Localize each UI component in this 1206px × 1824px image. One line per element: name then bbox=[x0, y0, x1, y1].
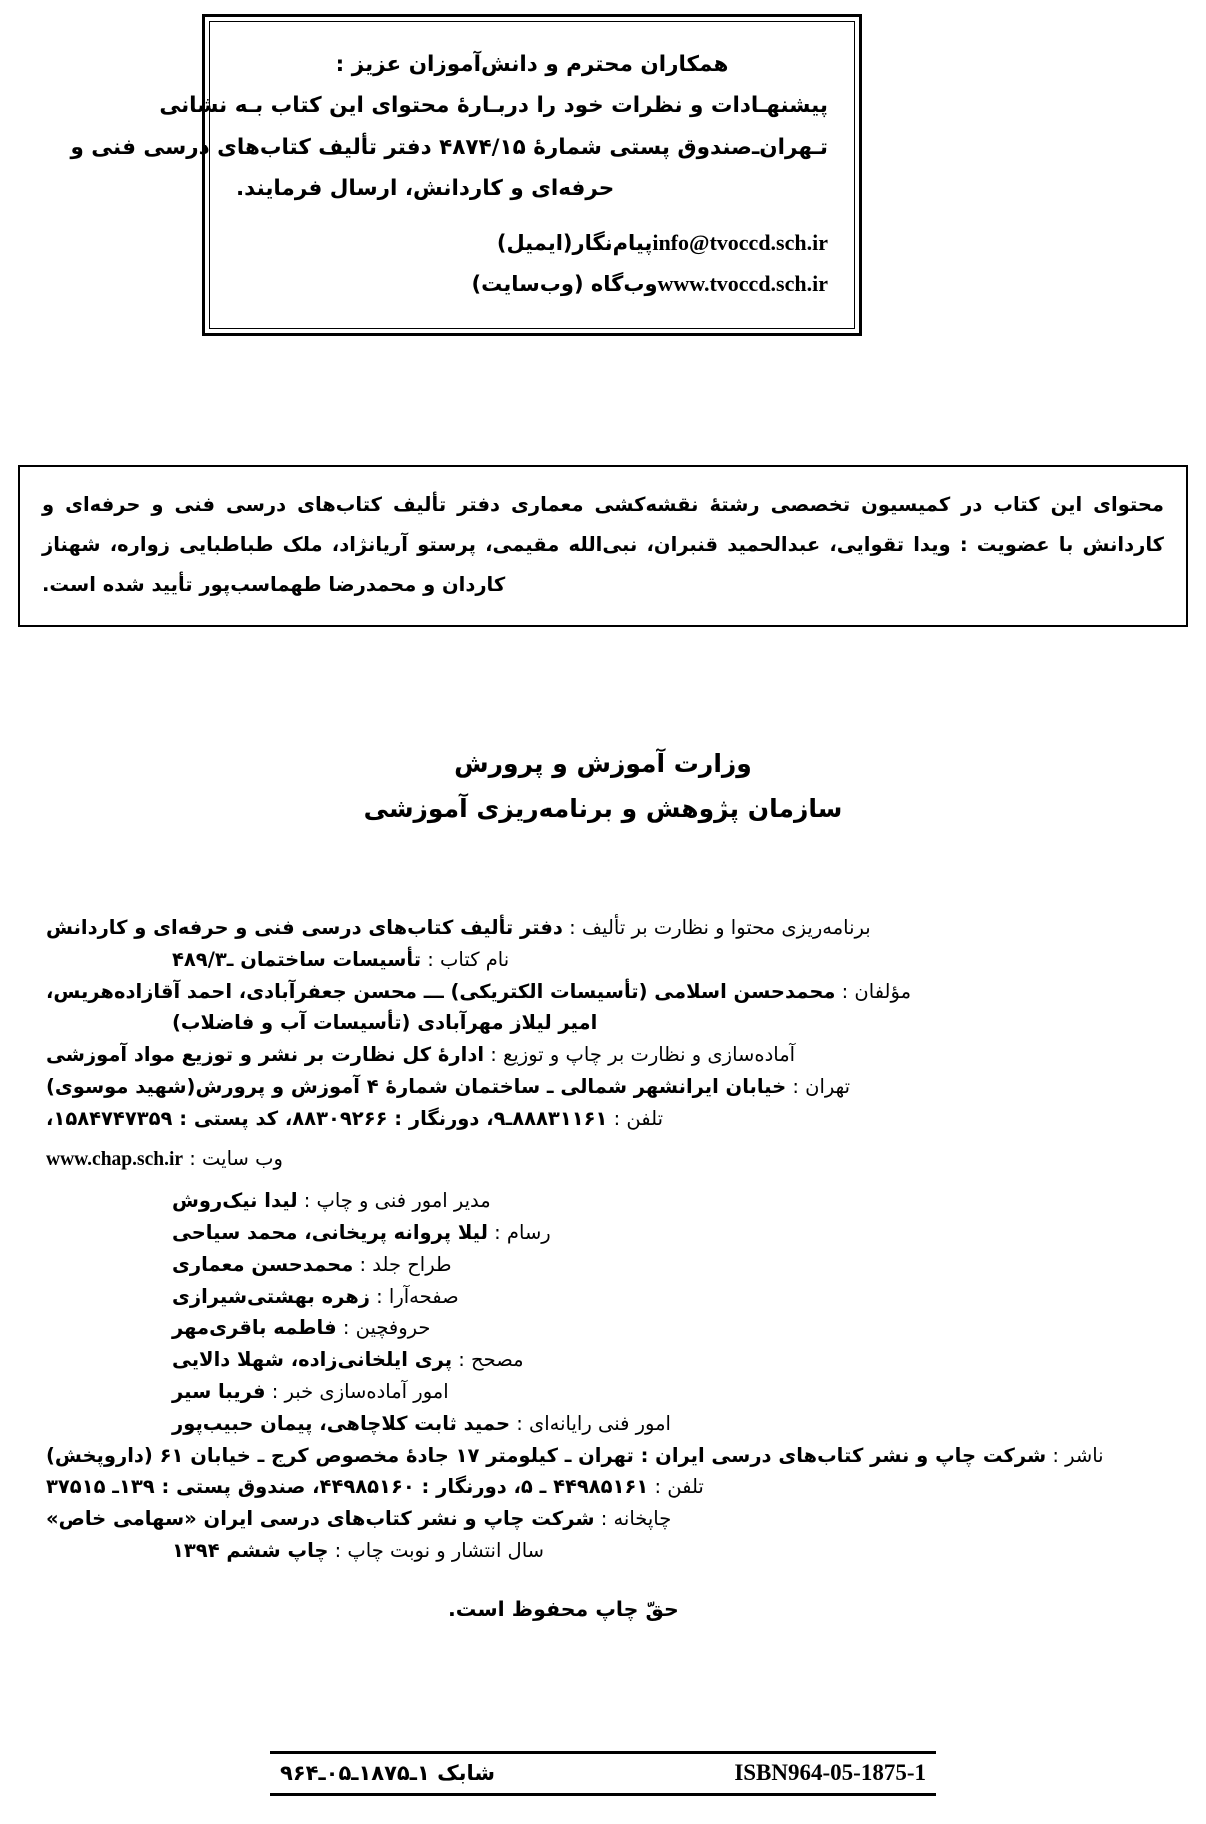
credit-value: دفتر تألیف کتاب‌های درسی فنی و حرفه‌ای و کاردانش bbox=[46, 916, 563, 939]
website-label: وب‌گاه (وب‌سایت) bbox=[471, 271, 658, 296]
email-label: پیام‌نگار(ایمیل) bbox=[496, 231, 653, 256]
credit-label: ناشر : bbox=[1046, 1443, 1104, 1467]
credit-row bbox=[18, 1408, 1188, 1440]
credit-label: رسام : bbox=[487, 1221, 551, 1245]
credit-value: محمدحسن اسلامی (تأسیسات الکتریکی) ـــ محسن جعفرآبادی، احمد آقازاده‌هریس، bbox=[46, 979, 836, 1003]
credit-value: حمید ثابت کلاچاهی، پیمان حبیب‌پور bbox=[172, 1411, 511, 1435]
credit-spacer bbox=[18, 1176, 1188, 1185]
credit-value: فریبا سیر bbox=[172, 1379, 266, 1403]
credit-row bbox=[18, 1344, 1188, 1376]
credit-label: تهران : bbox=[786, 1074, 851, 1098]
credit-row bbox=[18, 944, 1188, 976]
credit-value: چاپ ششم ۱۳۹۴ bbox=[172, 1538, 329, 1562]
credit-label: صفحه‌آرا : bbox=[369, 1284, 459, 1308]
credit-row bbox=[18, 1217, 1188, 1249]
isbn-persian-label: شابک bbox=[437, 1761, 496, 1785]
credit-row bbox=[18, 1281, 1188, 1313]
credit-row bbox=[18, 1103, 1188, 1135]
credit-row bbox=[18, 1039, 1188, 1071]
credit-value: ۸۸۸۳۱۱۶۱ـ۹، دورنگار : ۸۸۳۰۹۲۶۶، کد پستی : ۱۵۸۴۷۴۷۳۵۹، bbox=[46, 1106, 608, 1130]
credit-value: شرکت چاپ و نشر کتاب‌های درسی ایران : تهران ـ کیلومتر ۱۷ جادهٔ مخصوص کرج ـ خیابان ۶۱ (داروپخش) bbox=[46, 1443, 1047, 1467]
credit-spacer bbox=[18, 1134, 1188, 1143]
ministry-heading bbox=[0, 742, 1206, 831]
credit-row bbox=[18, 1007, 1188, 1039]
notice-line-1: همکاران محترم و دانش‌آموزان عزیز : bbox=[335, 52, 729, 77]
credit-value: ادارهٔ کل نظارت بر نشر و توزیع مواد آموزشی bbox=[46, 1043, 485, 1067]
credit-value: لیدا نیک‌روش bbox=[172, 1189, 298, 1213]
credit-value: پری ایلخانی‌زاده، شهلا دالایی bbox=[172, 1348, 453, 1372]
reader-feedback-notice-box bbox=[70, 14, 862, 336]
publication-credits bbox=[18, 912, 1188, 1621]
credit-row bbox=[18, 1071, 1188, 1103]
isbn-latin-number: 964-05-1875-1 bbox=[788, 1760, 926, 1785]
credit-value: فاطمه باقری‌مهر bbox=[172, 1316, 337, 1340]
organization-name: سازمان پژوهش و برنامه‌ریزی آموزشی bbox=[363, 793, 843, 823]
commission-approval-box bbox=[18, 465, 1188, 627]
contact-row-website bbox=[236, 264, 828, 305]
credit-row bbox=[18, 1312, 1188, 1344]
isbn-bar bbox=[270, 1751, 936, 1796]
credit-label: نام کتاب : bbox=[421, 947, 510, 971]
credit-row bbox=[18, 1143, 1188, 1176]
credit-label: مدیر امور فنی و چاپ : bbox=[297, 1189, 491, 1213]
credit-label: امور آماده‌سازی خبر : bbox=[265, 1379, 449, 1403]
credit-row bbox=[18, 1185, 1188, 1217]
credit-row bbox=[18, 912, 1188, 944]
credit-row bbox=[18, 1249, 1188, 1281]
credit-value: محمدحسن معماری bbox=[172, 1252, 354, 1276]
credit-label: طراح جلد : bbox=[353, 1252, 452, 1276]
notice-contact-list bbox=[236, 223, 828, 304]
notice-line-2: پیشنهـادات و نظرات خود را دربـارهٔ محتوای این کتاب بـه نشانی bbox=[159, 93, 828, 119]
email-value[interactable]: info@tvoccd.sch.ir bbox=[652, 230, 828, 256]
credit-value: زهره بهشتی‌شیرازی bbox=[172, 1284, 370, 1308]
credit-row bbox=[18, 1503, 1188, 1535]
credit-row bbox=[18, 1535, 1188, 1567]
credit-label: برنامه‌ریزی محتوا و نظارت بر تألیف : bbox=[562, 916, 871, 939]
credit-value: لیلا پروانه پریخانی، محمد سیاحی bbox=[172, 1221, 488, 1245]
credit-label: حروفچین : bbox=[336, 1316, 431, 1340]
credit-value: تأسیسات ساختمان ـ۴۸۹/۳ bbox=[172, 947, 422, 971]
website-value[interactable]: www.tvoccd.sch.ir bbox=[657, 270, 828, 296]
credit-row bbox=[18, 1471, 1188, 1503]
credit-value: شرکت چاپ و نشر کتاب‌های درسی ایران «سهامی خاص» bbox=[46, 1507, 595, 1531]
credit-value: خیابان ایرانشهر شمالی ـ ساختمان شمارهٔ ۴ آموزش و پرورش(شهید موسوی) bbox=[46, 1074, 787, 1098]
notice-line-4: حرفه‌ای و کاردانش، ارسال فرمایند. bbox=[236, 175, 615, 201]
credit-value: امیر لیلاز مهرآبادی (تأسیسات آب و فاضلاب) bbox=[172, 1011, 598, 1035]
credit-label: وب سایت : bbox=[183, 1147, 283, 1171]
credit-row bbox=[18, 1376, 1188, 1408]
credit-label: مصحح : bbox=[452, 1348, 524, 1372]
credit-label: سال انتشار و نوبت چاپ : bbox=[328, 1538, 545, 1562]
isbn-persian-number: ۱ـ۱۸۷۵ـ۰۵ـ۹۶۴ bbox=[280, 1761, 430, 1785]
credit-label: تلفن : bbox=[607, 1106, 663, 1130]
notice-inner-frame bbox=[70, 21, 855, 329]
isbn-persian bbox=[280, 1761, 495, 1785]
contact-row-email bbox=[236, 223, 828, 264]
isbn-latin bbox=[720, 1760, 926, 1786]
commission-approval-text: محتوای این کتاب در کمیسیون تخصصی رشتهٔ نقشه‌کشی معماری دفتر تألیف کتاب‌های درسی فنی و حرفه‌ای و کاردانش با عضویت : ویدا تقوایی، عبدالحمید قنبران، نبی‌الله مقیمی، پرستو آریانژاد، ملک طباطبایی زواره، شهناز کاردان و محمدرضا طهماسب‌پور تأیید شده است. bbox=[42, 493, 1164, 596]
notice-line-3: تـهران‌ـ‌صندوق پستی شمارهٔ ۴۸۷۴/۱۵ دفتر تألیف کتاب‌های درسی فنی و bbox=[70, 134, 828, 160]
credit-row bbox=[18, 1440, 1188, 1472]
credit-label: مؤلفان : bbox=[835, 979, 912, 1003]
credit-value[interactable]: www.chap.sch.ir bbox=[46, 1149, 184, 1171]
copyright-reserved-notice: حقّ چاپ محفوظ است. bbox=[448, 1596, 679, 1621]
credit-label: امور فنی رایانه‌ای : bbox=[510, 1411, 671, 1435]
credit-label: آماده‌سازی و نظارت بر چاپ و توزیع : bbox=[484, 1043, 796, 1067]
isbn-latin-label: ISBN bbox=[734, 1760, 789, 1785]
credit-value: ۴۴۹۸۵۱۶۱ ـ ۵، دورنگار : ۴۴۹۸۵۱۶۰، صندوق پستی : ۱۳۹ـ ۳۷۵۱۵ bbox=[46, 1475, 649, 1499]
credit-label: تلفن : bbox=[648, 1475, 704, 1499]
credit-row bbox=[18, 976, 1188, 1008]
credit-label: چاپخانه : bbox=[594, 1507, 672, 1531]
ministry-name: وزارت آموزش و پرورش bbox=[454, 749, 752, 778]
